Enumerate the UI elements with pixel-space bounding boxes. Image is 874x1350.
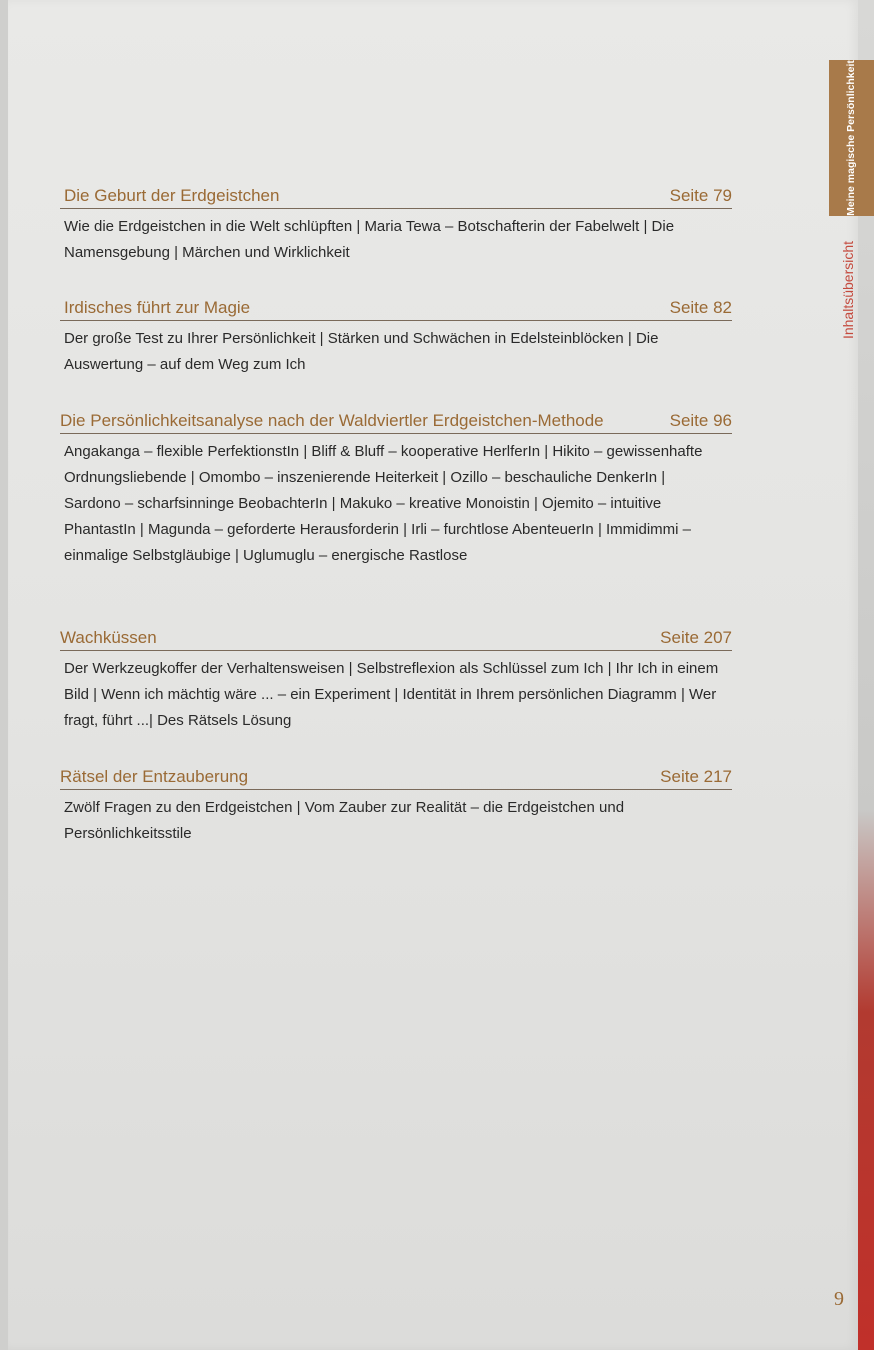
section-heading (60, 767, 732, 790)
section-heading (60, 628, 732, 651)
page-number: 9 (834, 1288, 844, 1310)
toc-section-5 (60, 767, 732, 847)
toc-section-4 (60, 628, 732, 734)
section-body: Der Werkzeugkoffer der Verhaltensweisen | Selbstreflexion als Schlüssel zum Ich | Ihr Ich in einem Bild | Wenn ich mächtig wäre ... – ein Experiment | Identität in Ihrem persönlichen Diagramm | Wer fragt, führt ...| Des Rätsels Lösung (64, 660, 719, 729)
section-title: Die Geburt der Erdgeistchen (64, 186, 280, 205)
section-page-ref: Seite 217 (660, 767, 732, 786)
section-page-ref: Seite 207 (660, 628, 732, 647)
section-body: Angakanga – flexible PerfektionstIn | Bliff & Bluff – kooperative HerlferIn | Hikito – gewissenhafte Ordnungsliebende | Omombo – inszenierende Heiterkeit | Ozillo – beschauliche DenkerIn | Sardono – scharfsinninge BeobachterIn | Makuko – kreative Monoistin | Ojemito – intuitive PhantastIn | Magunda – geforderte Herausforderin | Irli – furchtlose AbenteuerIn | Immidimmi – einmalige Selbstgläubige | Uglumuglu – energische Rastlose (64, 443, 703, 564)
section-title: Rätsel der Entzauberung (60, 767, 249, 786)
section-title: Wachküssen (60, 628, 157, 647)
section-title: Irdisches führt zur Magie (64, 298, 251, 317)
section-page-ref: Seite 82 (669, 298, 732, 317)
section-body: Wie die Erdgeistchen in die Welt schlüpften | Maria Tewa – Botschafterin der Fabelwelt | Die Namensgebung | Märchen und Wirklichkeit (64, 218, 675, 261)
section-body: Der große Test zu Ihrer Persönlichkeit | Stärken und Schwächen in Edelsteinblöcken | Die Auswertung – auf dem Weg zum Ich (64, 330, 659, 373)
contents-tab-label: Inhaltsübersicht (840, 240, 856, 340)
chapter-tab-label: Meine magische Persönlichkeit (845, 60, 857, 216)
toc-section-3 (60, 411, 732, 569)
toc-section-1 (60, 186, 732, 266)
section-body: Zwölf Fragen zu den Erdgeistchen | Vom Zauber zur Realität – die Erdgeistchen und Persönlichkeitsstile (64, 799, 625, 842)
section-heading (60, 186, 732, 209)
section-heading (60, 411, 732, 434)
chapter-tab (829, 60, 874, 216)
toc-section-2 (60, 298, 732, 378)
section-title: Die Persönlichkeitsanalyse nach der Waldviertler Erdgeistchen-Methode (60, 411, 604, 430)
section-page-ref: Seite 96 (669, 411, 732, 430)
section-page-ref: Seite 79 (669, 186, 732, 205)
section-heading (60, 298, 732, 321)
